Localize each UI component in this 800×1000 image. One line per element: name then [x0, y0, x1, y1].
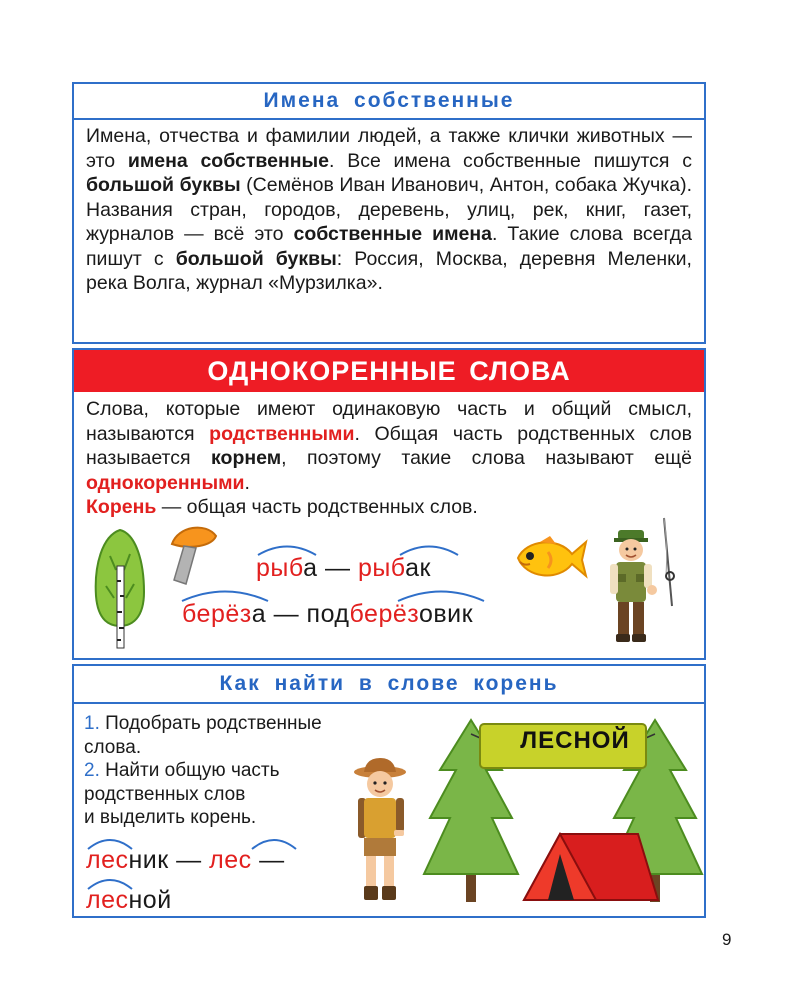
mushroom-icon	[168, 522, 220, 588]
proper-names-text: Имена, отчества и фамилии людей, а также клички животных — это имена собственные. Все имена собственные пишутся с большой буквы (Семёнов Иван Иванович, Антон, собака Жучка). Названия стран, городов, деревень, улиц, рек, книг, газет, журналов — всё это собственные имена. Такие слова всегда пишут с большой буквы: Россия, Москва, деревня Меленки, река Волга, журнал «Мурзилка».	[86, 125, 693, 294]
fisherman-icon	[604, 516, 676, 656]
cognate-words-title: ОДНОКОРЕННЫЕ СЛОВА	[74, 350, 704, 392]
find-root-steps: 1. Подобрать родственные слова. 2. Найти общую часть родственных слов и выделить корень.	[84, 713, 322, 828]
step-1: 1. Подобрать родственные	[84, 713, 322, 734]
page-number: 9	[722, 930, 732, 949]
find-root-title: Как найти в слове корень	[74, 666, 704, 704]
cognate-words-box	[72, 348, 706, 660]
root-example-lesnik: лесник — лес —	[86, 846, 285, 874]
step-2: 2. Найти общую часть	[84, 760, 280, 781]
find-root-box	[72, 664, 706, 918]
forest-sign-label: ЛЕСНОЙ	[520, 727, 630, 754]
hiker-boy-icon	[350, 758, 412, 908]
cognate-example-fish: рыба — рыбак	[256, 554, 431, 582]
cognate-example-birch: берёза — подберёзовик	[182, 600, 474, 628]
fish-icon	[510, 534, 588, 584]
proper-names-title: Имена собственные	[74, 84, 704, 120]
root-example-lesnoy: лесной	[86, 886, 172, 914]
proper-names-box	[72, 82, 706, 344]
birch-tree-icon	[92, 526, 148, 650]
cognate-words-text: Слова, которые имеют одинаковую часть и общий смысл, называются родственными. Общая часть родственных слов называется корнем, поэтому такие слова называют ещё однокоренными. Корень — общая часть родственных слов.	[86, 398, 692, 518]
